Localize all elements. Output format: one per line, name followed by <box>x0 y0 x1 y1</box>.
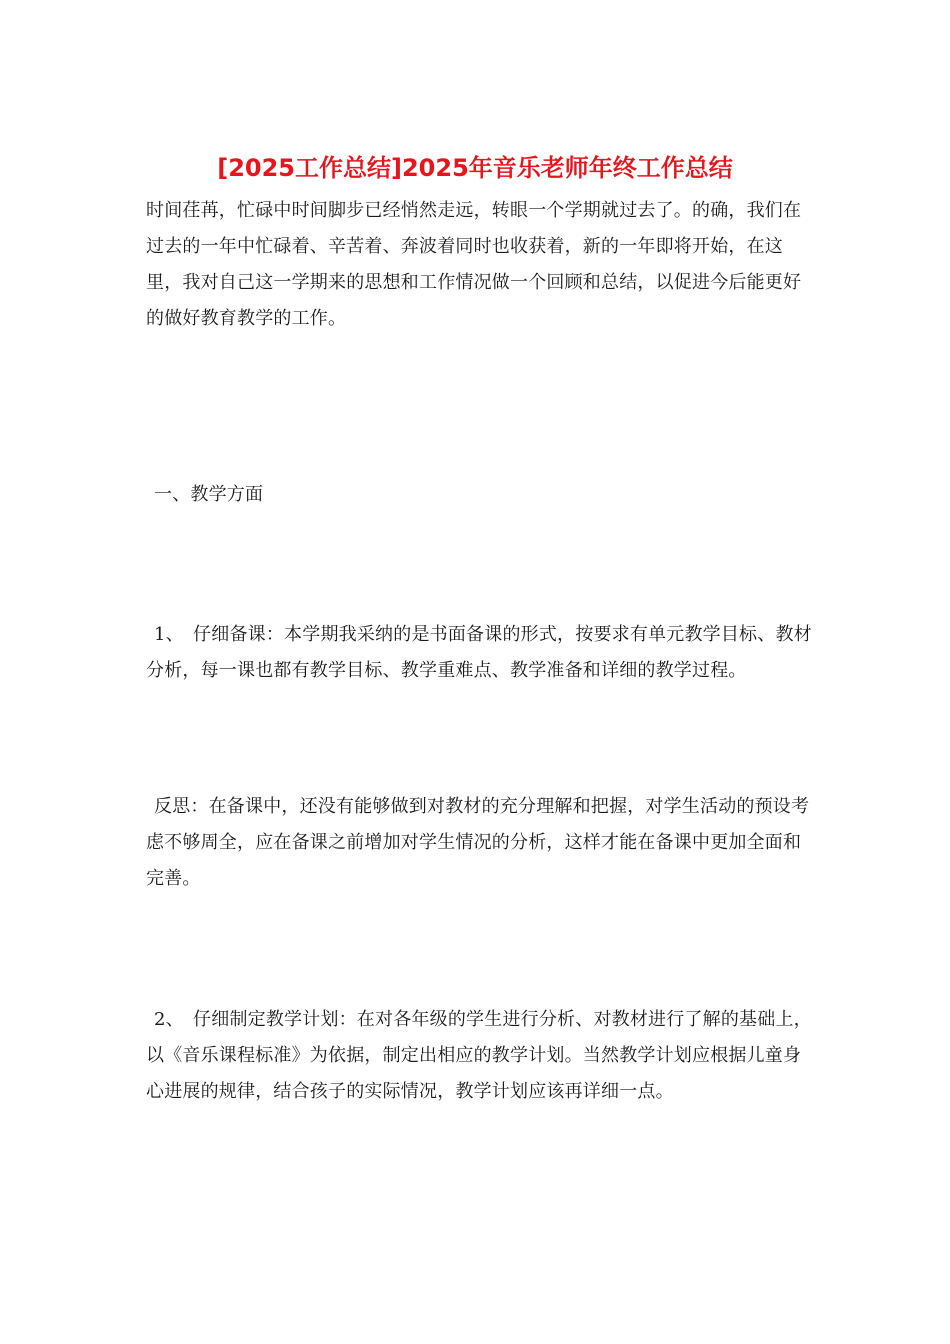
intro-paragraph: 时间荏苒，忙碌中时间脚步已经悄然走远，转眼一个学期就过去了。的确，我们在过去的一年中忙碌着、辛苦着、奔波着同时也收获着，新的一年即将开始，在这里，我对自己这一学期来的思想和工作情况做一个回顾和总结，以促进今后能更好的做好教育教学的工作。 <box>146 200 802 329</box>
item-paragraph-1: 1、 仔细备课：本学期我采纳的是书面备课的形式，按要求有单元教学目标、教材分析，每一课也都有教学目标、教学重难点、教学准备和详细的教学过程。 <box>146 624 812 681</box>
item-paragraph-2: 2、 仔细制定教学计划：在对各年级的学生进行分析、对教材进行了解的基础上，以《音乐课程标准》为依据，制定出相应的教学计划。当然教学计划应根据儿童身心进展的规律，结合孩子的实际情况，教学计划应该再详细一点。 <box>146 1009 812 1102</box>
section-heading-teaching: 一、教学方面 <box>154 484 264 505</box>
reflection-paragraph: 反思：在备课中，还没有能够做到对教材的充分理解和把握，对学生活动的预设考虑不够周全，应在备课之前增加对学生情况的分析，这样才能在备课中更加全面和完善。 <box>146 796 810 889</box>
document-title: [2025工作总结]2025年音乐老师年终工作总结 <box>217 154 733 182</box>
